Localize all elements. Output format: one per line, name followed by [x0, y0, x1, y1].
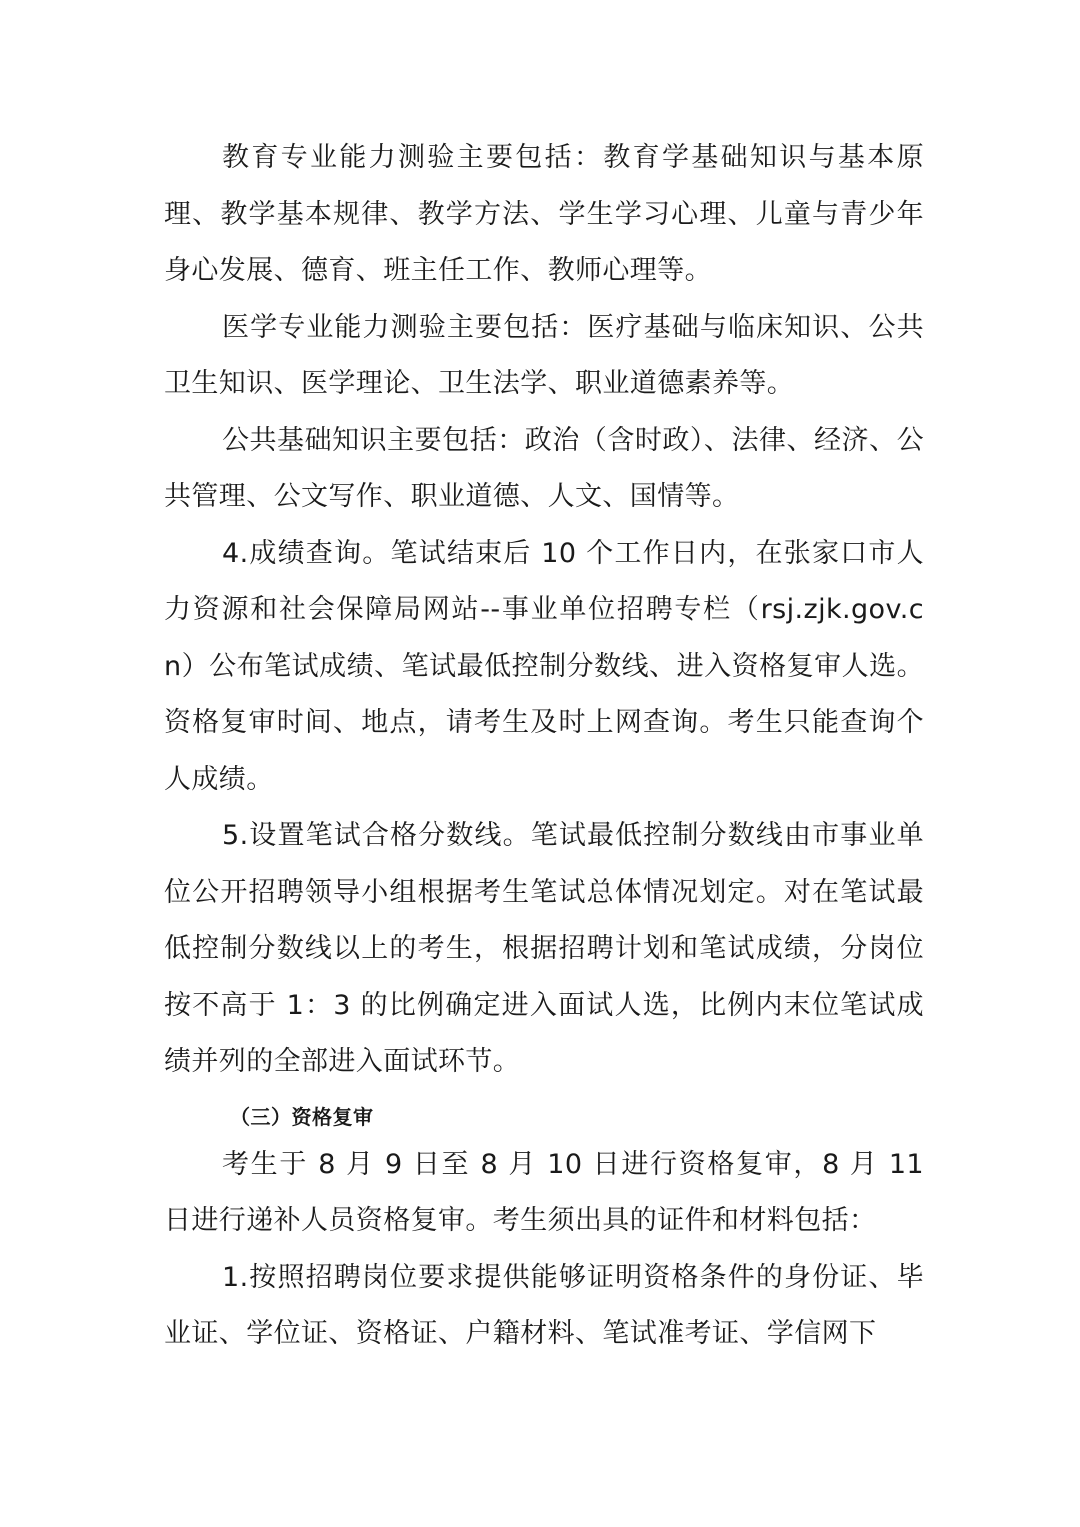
paragraph-review-dates: 考生于 8 月 9 日至 8 月 10 日进行资格复审，8 月 11 日进行递补人员资格复审。考生须出具的证件和材料包括： [164, 1148, 924, 1236]
section-heading-qualification-review: （三）资格复审 [230, 1104, 374, 1129]
paragraph-medical-test: 医学专业能力测验主要包括：医疗基础与临床知识、公共卫生知识、医学理论、卫生法学、职业道德素养等。 [164, 311, 924, 399]
paragraph-passing-score: 5.设置笔试合格分数线。笔试最低控制分数线由市事业单位公开招聘领导小组根据考生笔试总体情况划定。对在笔试最低控制分数线以上的考生，根据招聘计划和笔试成绩，分岗位按不高于 1：3 的比例确定进入面试人选，比例内末位笔试成绩并列的全部进入面试环节。 [164, 820, 924, 1077]
document-page [164, 130, 924, 1363]
paragraph-score-query: 4.成绩查询。笔试结束后 10 个工作日内，在张家口市人力资源和社会保障局网站--事业单位招聘专栏（rsj.zjk.gov.cn）公布笔试成绩、笔试最低控制分数线、进入资格复审人选。资格复审时间、地点，请考生及时上网查询。考生只能查询个人成绩。 [164, 537, 924, 795]
paragraph-public-knowledge: 公共基础知识主要包括：政治（含时政）、法律、经济、公共管理、公文写作、职业道德、人文、国情等。 [164, 424, 924, 512]
paragraph-education-test: 教育专业能力测验主要包括：教育学基础知识与基本原理、教学基本规律、教学方法、学生学习心理、儿童与青少年身心发展、德育、班主任工作、教师心理等。 [164, 142, 924, 286]
paragraph-required-documents: 1.按照招聘岗位要求提供能够证明资格条件的身份证、毕业证、学位证、资格证、户籍材料、笔试准考证、学信网下 [164, 1261, 924, 1349]
